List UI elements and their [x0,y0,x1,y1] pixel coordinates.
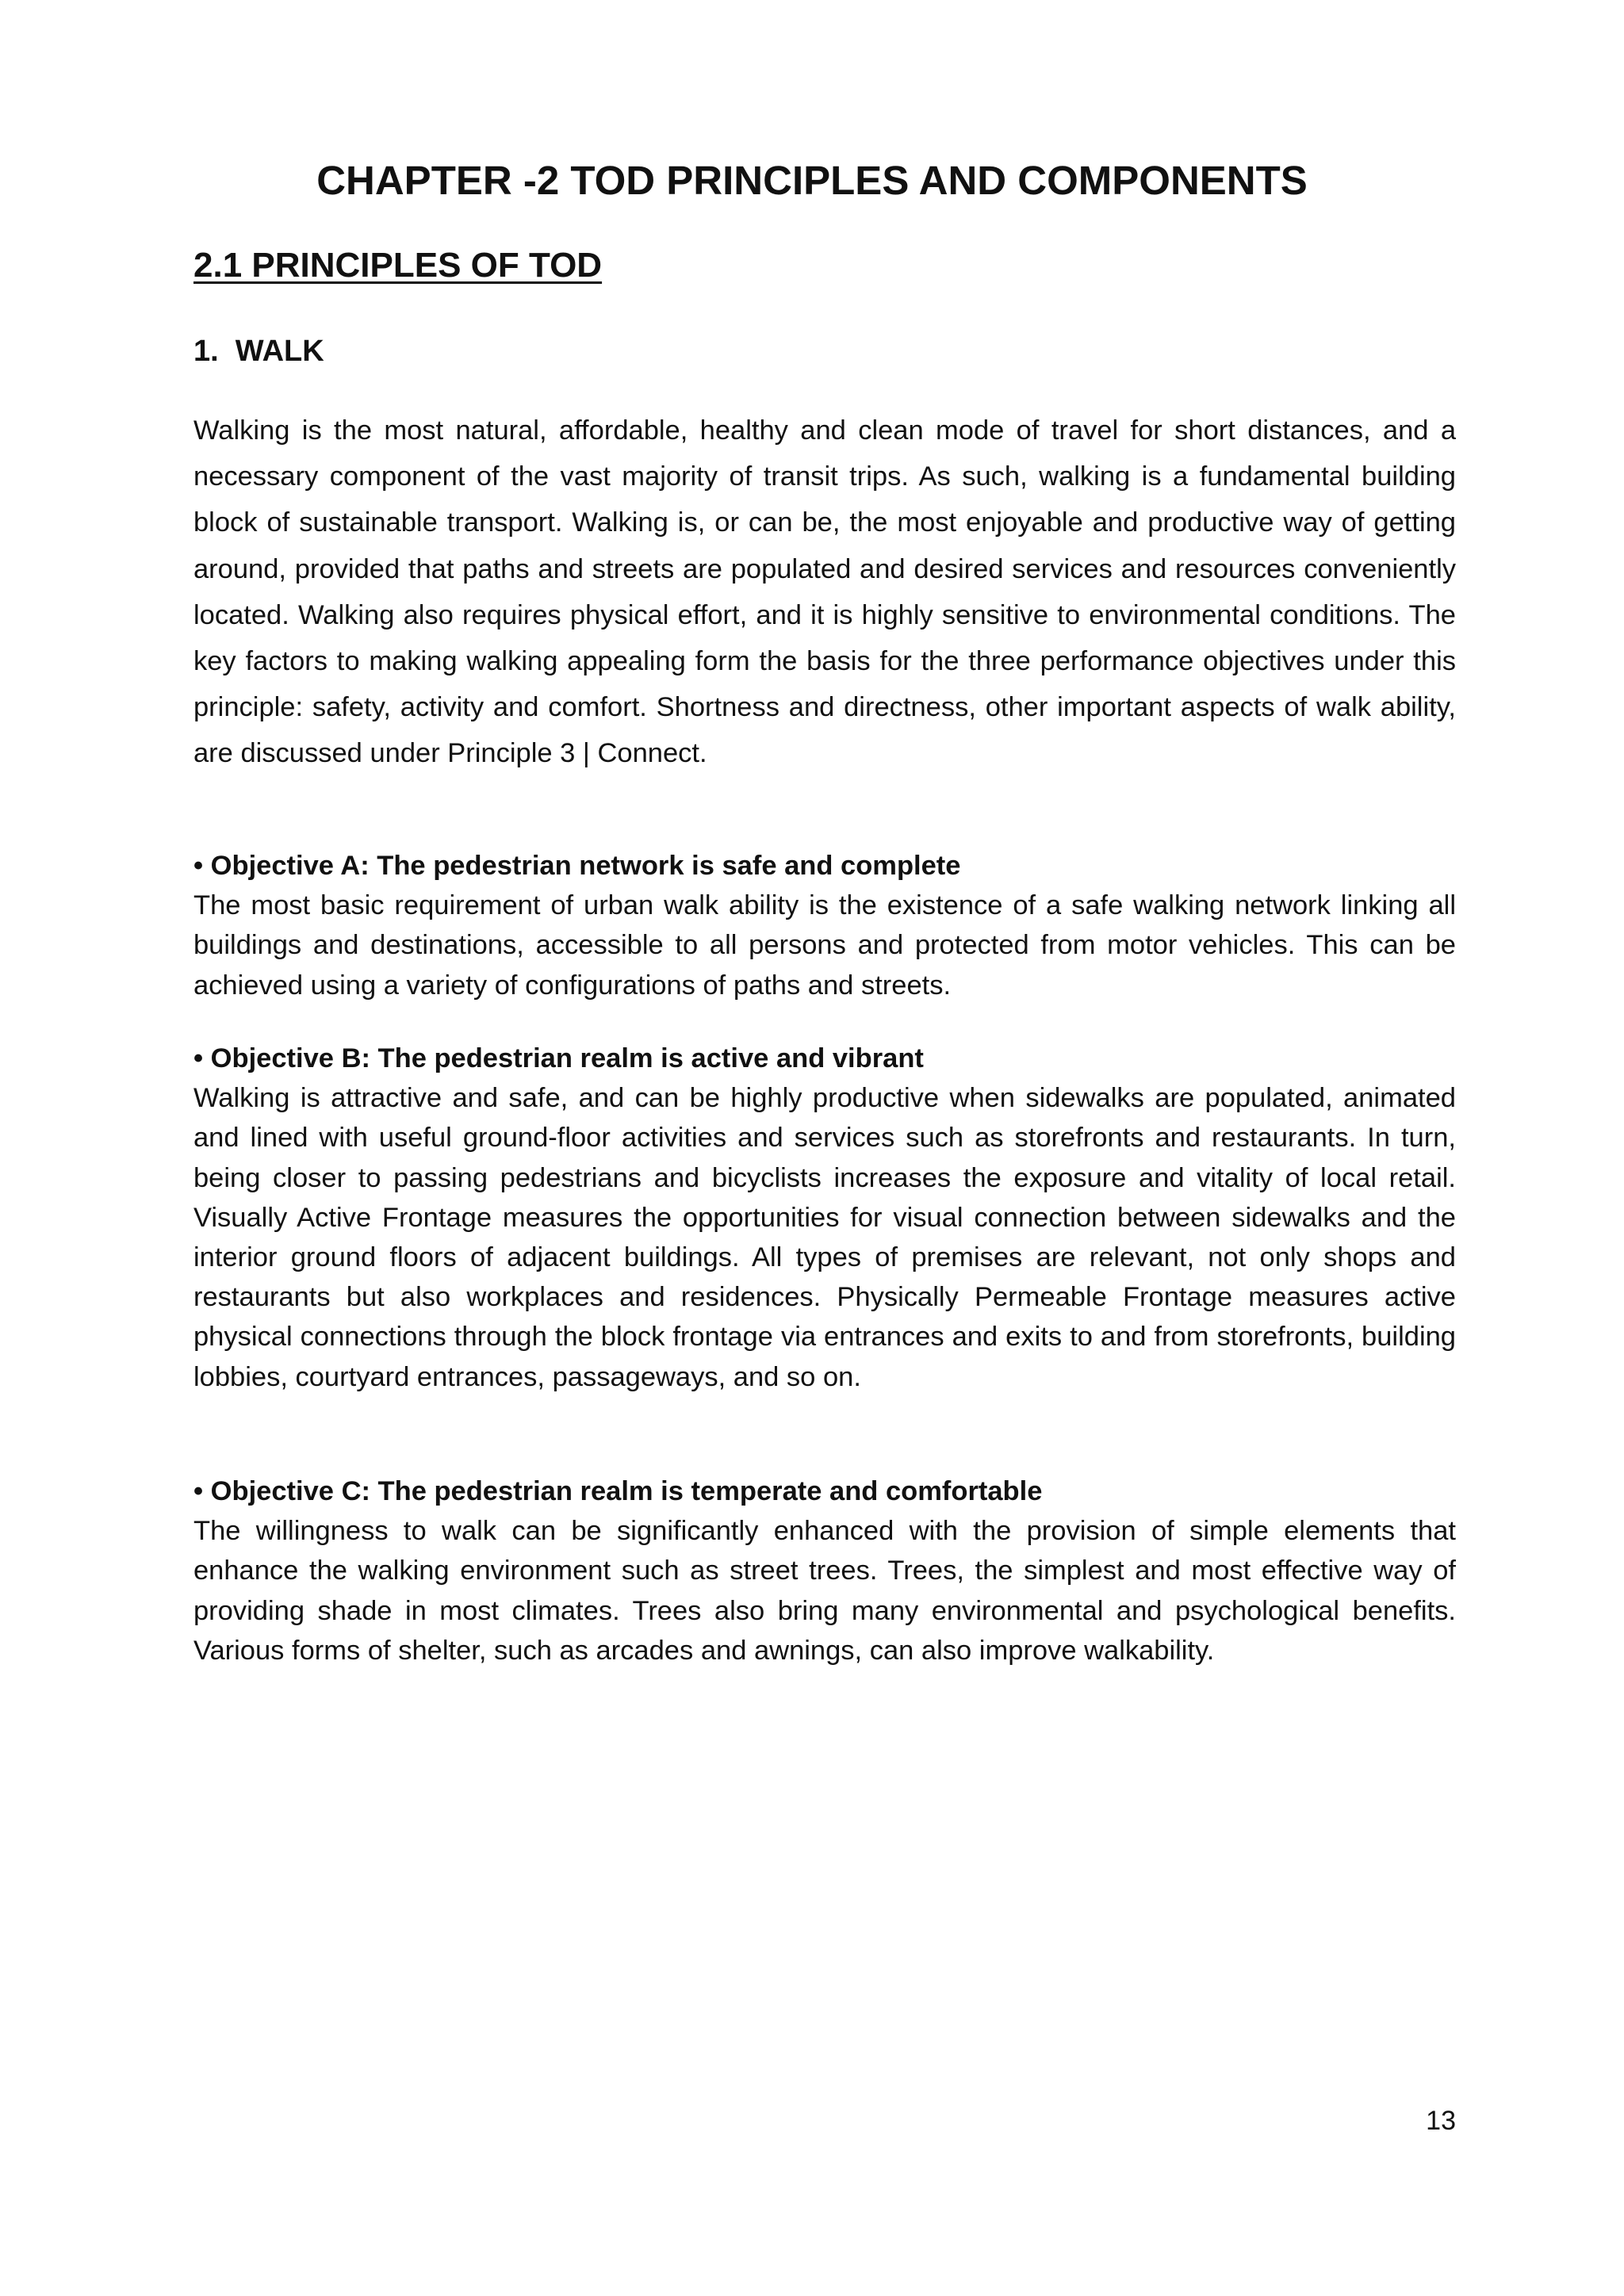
objective-b-text: Walking is attractive and safe, and can be highly productive when sidewalks are populated, animated and lined with useful ground-floor activities and services such as storefronts and restaurants. In turn, being closer to passing pedestrians and bicyclists increases the exposure and vitality of local retail. Visually Active Frontage measures the opportunities for visual connection between sidewalks and the interior ground floors of adjacent buildings. All types of premises are relevant, not only shops and restaurants but also workplaces and residences. Physically Permeable Frontage measures active physical connections through the block frontage via entrances and exits to and from storefronts, building lobbies, courtyard entrances, passageways, and so on. [193,1083,1456,1392]
objective-c-text: The willingness to walk can be significantly enhanced with the provision of simple elements that enhance the walking environment such as street trees. Trees, the simplest and most effective way of providing shade in most climates. Trees also bring many environmental and psychological benefits. Various forms of shelter, such as arcades and awnings, can also improve walkability. [193,1516,1456,1666]
objective-a-text: The most basic requirement of urban walk ability is the existence of a safe walking network linking all buildings and destinations, accessible to all persons and protected from motor vehicles. This can be achieved using a variety of configurations of paths and streets. [193,890,1456,1001]
page-number: 13 [1426,2106,1456,2136]
objective-a [193,846,1456,1005]
objective-a-heading: • Objective A: The pedestrian network is safe and complete [193,851,961,881]
objective-b-heading: • Objective B: The pedestrian realm is active and vibrant [193,1043,924,1073]
objective-c-heading: • Objective C: The pedestrian realm is temperate and comfortable [193,1476,1043,1506]
objective-b [193,1039,1456,1397]
objective-c [193,1471,1456,1670]
section-title: 2.1 PRINCIPLES OF TOD [193,246,603,285]
subsection-title: 1. WALK [193,335,324,368]
chapter-title: CHAPTER -2 TOD PRINCIPLES AND COMPONENTS [316,158,1308,203]
intro-paragraph: Walking is the most natural, affordable, healthy and clean mode of travel for short distances, and a necessary component of the vast majority of transit trips. As such, walking is a fundamental building block of sustainable transport. Walking is, or can be, the most enjoyable and productive way of getting around, provided that paths and streets are populated and desired services and resources conveniently located. Walking also requires physical effort, and it is highly sensitive to environmental conditions. The key factors to making walking appealing form the basis for the three performance objectives under this principle: safety, activity and comfort. Shortness and directness, other important aspects of walk ability, are discussed under Principle 3 | Connect. [193,415,1456,769]
